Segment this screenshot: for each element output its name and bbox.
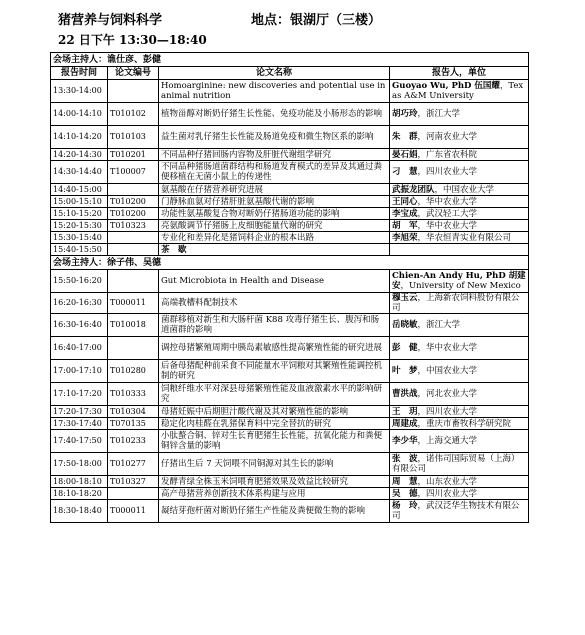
- title-cell: 母猪妊娠中后期胆汁酸代谢及其对繁殖性能的影响: [159, 406, 390, 418]
- time-cell: 15:00-15:10: [51, 196, 108, 208]
- speaker-affiliation: ，重庆市畜牧科学研究院: [417, 418, 512, 429]
- time-cell: 17:50-18:00: [51, 453, 108, 476]
- table-row: [51, 476, 529, 488]
- speaker-name: 李旭荣: [392, 232, 418, 243]
- header-code: 论文编号: [108, 67, 159, 80]
- time-cell: 14:00-14:10: [51, 103, 108, 126]
- table-row: [51, 500, 529, 523]
- speaker-cell: [390, 126, 529, 149]
- code-cell: [108, 184, 159, 196]
- time-cell: 14:10-14:20: [51, 126, 108, 149]
- code-cell: [108, 80, 159, 103]
- speaker-affiliation: ，四川农业大学: [417, 406, 478, 417]
- header-title: 论文名称: [159, 67, 390, 80]
- speaker-affiliation: ，上海交通大学: [417, 436, 478, 446]
- code-cell: T010280: [108, 360, 159, 383]
- schedule-body: [51, 53, 529, 523]
- speaker-cell: [390, 184, 529, 196]
- title-cell: 发酵青绿全株玉米饲喂育肥猪效果及效益比较研究: [159, 476, 390, 488]
- title-cell: 亮氨酸调节仔猪肠上皮细胞能量代谢的研究: [159, 220, 390, 232]
- title-cell: 仔猪出生后 7 天饲喂不同铜源对其生长的影响: [159, 453, 390, 476]
- speaker-cell: [390, 476, 529, 488]
- time-cell: 15:10-15:20: [51, 208, 108, 220]
- speaker-cell: [390, 360, 529, 383]
- chair-row-1: [51, 53, 529, 67]
- speaker-name: 晏石娟: [392, 149, 418, 160]
- code-cell: [108, 244, 159, 256]
- table-row: [51, 488, 529, 500]
- speaker-affiliation: ，华中农业大学: [417, 196, 478, 207]
- title-cell: 饲粮纤维水平对深县母猪繁殖性能及血液激素水平的影响研究: [159, 383, 390, 406]
- code-cell: T010323: [108, 220, 159, 232]
- speaker-name: 彭 健: [392, 343, 418, 353]
- time-cell: 17:20-17:30: [51, 406, 108, 418]
- code-cell: T010200: [108, 196, 159, 208]
- title-cell: 高产母猪营养创新技术体系构建与应用: [159, 488, 390, 500]
- session-time: 22 日下午 13:30—18:40: [58, 33, 207, 47]
- time-cell: 14:20-14:30: [51, 149, 108, 161]
- speaker-cell: [390, 196, 529, 208]
- speaker-name: Chien-An Andy Hu, PhD 胡建安: [392, 271, 526, 291]
- speaker-affiliation: ，山东农业大学: [417, 476, 478, 487]
- table-row: [51, 149, 529, 161]
- time-cell: 15:20-15:30: [51, 220, 108, 232]
- speaker-name: 叶 梦: [392, 366, 418, 376]
- title-cell: Gut Microbiota in Health and Disease: [159, 270, 390, 293]
- speaker-name: 胡 军: [392, 220, 418, 231]
- speaker-cell: [390, 337, 529, 360]
- code-cell: T070135: [108, 418, 159, 430]
- time-cell: 16:20-16:30: [51, 293, 108, 314]
- speaker-cell: [390, 80, 529, 103]
- speaker-affiliation: ，四川农业大学: [417, 167, 478, 177]
- code-cell: T010018: [108, 314, 159, 337]
- time-cell: 17:00-17:10: [51, 360, 108, 383]
- time-cell: 18:10-18:20: [51, 488, 108, 500]
- table-row: [51, 270, 529, 293]
- table-row: [51, 383, 529, 406]
- speaker-affiliation: ，Texas A&M University: [392, 81, 524, 101]
- speaker-cell: [390, 161, 529, 184]
- speaker-name: 朱 群: [392, 132, 418, 142]
- speaker-cell: [390, 149, 529, 161]
- time-cell: 16:30-16:40: [51, 314, 108, 337]
- time-cell: 14:30-14:40: [51, 161, 108, 184]
- table-row: [51, 196, 529, 208]
- speaker-name: 吴 德: [392, 488, 418, 499]
- table-row: [51, 126, 529, 149]
- code-cell: [108, 270, 159, 293]
- time-cell: 17:40-17:50: [51, 430, 108, 453]
- speaker-affiliation: ，浙江大学: [417, 320, 461, 330]
- table-row: [51, 314, 529, 337]
- table-row: [51, 453, 529, 476]
- table-row: [51, 337, 529, 360]
- time-cell: 15:30-15:40: [51, 232, 108, 244]
- speaker-name: 王 玥: [392, 406, 418, 417]
- speaker-affiliation: ，河南农业大学: [417, 132, 478, 142]
- chair-label: 会场主持人：徐子伟、吴德: [51, 256, 529, 270]
- table-row: [51, 430, 529, 453]
- title-cell: 专业化和差异化是猪饲料企业的根本出路: [159, 232, 390, 244]
- code-cell: T010277: [108, 453, 159, 476]
- table-row: [51, 406, 529, 418]
- code-cell: [108, 337, 159, 360]
- title-cell: 不同品种猪肠道菌群结构和肠道发育模式的差异及其通过粪便移植在无菌小鼠上的传递性: [159, 161, 390, 184]
- speaker-affiliation: ，上海新农饲料股份有限公司: [392, 293, 520, 313]
- speaker-cell: [390, 453, 529, 476]
- break-label: 茶 歇: [159, 244, 390, 256]
- speaker-name: 李少华: [392, 436, 418, 446]
- speaker-name: 曹洪战: [392, 389, 418, 399]
- title-cell: 门静脉血氨对仔猪肝脏氨基酸代谢的影响: [159, 196, 390, 208]
- title-cell: 氨基酸在仔猪营养研究进展: [159, 184, 390, 196]
- speaker-affiliation: ，中国农业大学: [434, 184, 495, 195]
- code-cell: T100007: [108, 161, 159, 184]
- title-cell: 凝结芽孢杆菌对断奶仔猪生产性能及粪便微生物的影响: [159, 500, 390, 523]
- break-row: [51, 244, 529, 256]
- code-cell: T010327: [108, 476, 159, 488]
- speaker-affiliation: ，武汉泛华生物技术有限公司: [392, 501, 520, 521]
- speaker-name: 周 慧: [392, 476, 418, 487]
- time-cell: 15:40-15:50: [51, 244, 108, 256]
- speaker-name: 岳晓敏: [392, 320, 418, 330]
- code-cell: T000011: [108, 500, 159, 523]
- schedule-table: [50, 52, 529, 523]
- speaker-affiliation: ，浙江大学: [417, 109, 461, 119]
- speaker-name: Guoyao Wu, PhD 伍国耀: [392, 81, 500, 91]
- code-cell: T010201: [108, 149, 159, 161]
- title-cell: 菌群移植对新生和大肠杆菌 K88 攻毒仔猪生长、腹泻和肠道菌群的影响: [159, 314, 390, 337]
- code-cell: T010200: [108, 208, 159, 220]
- speaker-name: 武振龙团队: [392, 184, 435, 195]
- code-cell: [108, 488, 159, 500]
- chair-row-2: [51, 256, 529, 270]
- speaker-affiliation: ，华中农业大学: [417, 343, 478, 353]
- speaker-name: 穆玉云: [392, 293, 418, 303]
- time-cell: 14:40-15:00: [51, 184, 108, 196]
- time-cell: 13:30-14:00: [51, 80, 108, 103]
- speaker-name: 刁 慧: [392, 167, 418, 177]
- table-row: [51, 208, 529, 220]
- code-cell: T010304: [108, 406, 159, 418]
- table-row: [51, 360, 529, 383]
- speaker-affiliation: ，华农恒青实业有限公司: [417, 232, 512, 243]
- time-cell: 18:30-18:40: [51, 500, 108, 523]
- code-cell: T010102: [108, 103, 159, 126]
- speaker-affiliation: ，四川农业大学: [417, 488, 478, 499]
- speaker-cell: [390, 314, 529, 337]
- title-cell: 植物甾醇对断奶仔猪生长性能、免疫功能及小肠形态的影响: [159, 103, 390, 126]
- table-row: [51, 220, 529, 232]
- speaker-cell: [390, 220, 529, 232]
- speaker-cell: [390, 500, 529, 523]
- time-cell: 18:00-18:10: [51, 476, 108, 488]
- speaker-cell: [390, 293, 529, 314]
- table-row: [51, 103, 529, 126]
- title-cell: 调控母猪繁殖周期中胰岛素敏感性提高繁殖性能的研究进展: [159, 337, 390, 360]
- venue-label: 地点：银湖厅（三楼）: [251, 13, 382, 28]
- title-cell: 后备母猪配种前采食不同能量水平饲粮对其繁殖性能调控机制的研究: [159, 360, 390, 383]
- speaker-affiliation: ，武汉轻工大学: [417, 208, 478, 219]
- table-row: [51, 418, 529, 430]
- title-cell: 功能性氨基酸复合物对断奶仔猪肠道功能的影响: [159, 208, 390, 220]
- speaker-cell: [390, 244, 529, 256]
- speaker-affiliation: ，河北农业大学: [417, 389, 478, 399]
- code-cell: [108, 232, 159, 244]
- speaker-name: 杨 玲: [392, 501, 418, 511]
- header-time: 报告时间: [51, 67, 108, 80]
- chair-label: 会场主持人：谯仕彦、彭健: [51, 53, 529, 67]
- table-row: [51, 161, 529, 184]
- speaker-cell: [390, 418, 529, 430]
- table-row: [51, 80, 529, 103]
- speaker-name: 王同心: [392, 196, 418, 207]
- code-cell: T000011: [108, 293, 159, 314]
- speaker-cell: [390, 488, 529, 500]
- speaker-cell: [390, 208, 529, 220]
- table-header-row: [51, 67, 529, 80]
- title-cell: Homoarginine: new discoveries and potential use in animal nutrition: [159, 80, 390, 103]
- speaker-cell: [390, 270, 529, 293]
- speaker-name: 胡巧玲: [392, 109, 418, 119]
- speaker-name: 周建成: [392, 418, 418, 429]
- time-cell: 17:10-17:20: [51, 383, 108, 406]
- speaker-cell: [390, 406, 529, 418]
- code-cell: T010103: [108, 126, 159, 149]
- title-cell: 不同品种仔猪回肠内容物及肝脏代谢组学研究: [159, 149, 390, 161]
- code-cell: T010333: [108, 383, 159, 406]
- speaker-affiliation: ，广东省农科院: [417, 149, 478, 160]
- code-cell: T010233: [108, 430, 159, 453]
- table-row: [51, 232, 529, 244]
- table-row: [51, 184, 529, 196]
- header-speaker: 报告人，单位: [390, 67, 529, 80]
- time-cell: 15:50-16:20: [51, 270, 108, 293]
- session-title: 猪营养与饲料科学: [58, 13, 163, 28]
- speaker-affiliation: ，University of New Mexico: [400, 281, 521, 291]
- speaker-affiliation: ，中国农业大学: [417, 366, 478, 376]
- table-row: [51, 293, 529, 314]
- speaker-cell: [390, 383, 529, 406]
- time-cell: 17:30-17:40: [51, 418, 108, 430]
- speaker-affiliation: ，诺伟司国际贸易（上海）有限公司: [392, 454, 520, 474]
- speaker-cell: [390, 232, 529, 244]
- speaker-cell: [390, 430, 529, 453]
- title-cell: 小肽螯合铜、锌对生长育肥猪生长性能，抗氧化能力和粪便铜锌含量的影响: [159, 430, 390, 453]
- time-cell: 16:40-17:00: [51, 337, 108, 360]
- title-cell: 稳定化肉桂醛在乳猪保育料中完全替抗的研究: [159, 418, 390, 430]
- speaker-cell: [390, 103, 529, 126]
- title-cell: 高端教槽料配制技术: [159, 293, 390, 314]
- speaker-affiliation: ，华中农业大学: [417, 220, 478, 231]
- speaker-name: 李宝成: [392, 208, 418, 219]
- title-cell: 益生菌对乳仔猪生长性能及肠道免疫和微生物区系的影响: [159, 126, 390, 149]
- speaker-name: 张 波: [392, 454, 418, 464]
